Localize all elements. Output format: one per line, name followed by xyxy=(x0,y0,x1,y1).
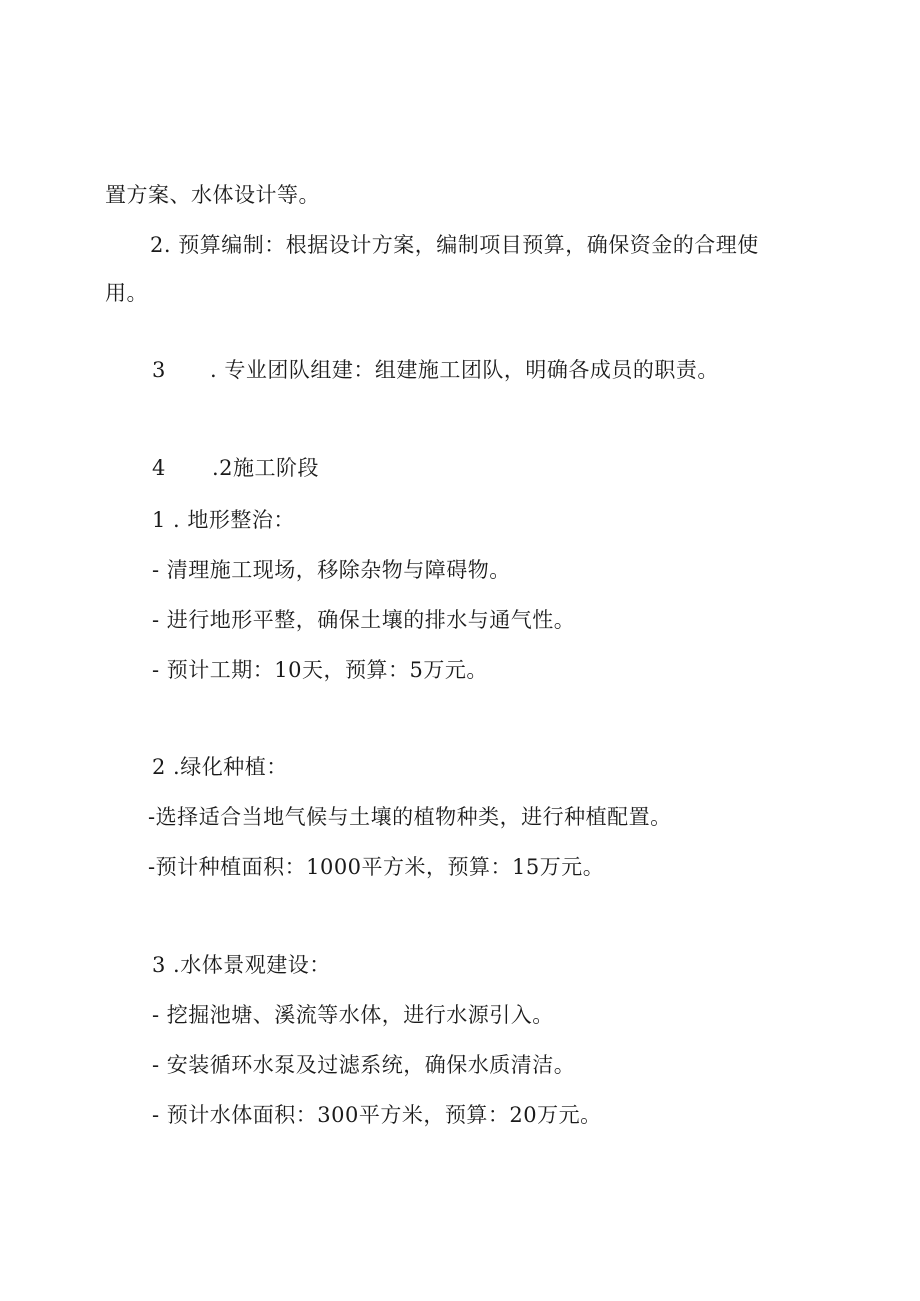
subsection-heading: 2 .绿化种植： xyxy=(152,755,288,779)
paragraph-line: 2. 预算编制：根据设计方案，编制项目预算，确保资金的合理使 xyxy=(150,233,759,257)
list-item: - 挖掘池塘、溪流等水体，进行水源引入。 xyxy=(152,1003,554,1027)
subsection-heading: 1 . 地形整治： xyxy=(152,508,295,532)
list-item: -预计种植面积：1000平方米，预算：15万元。 xyxy=(148,855,605,879)
list-item: - 清理施工现场，移除杂物与障碍物。 xyxy=(152,558,511,582)
section-heading: .2施工阶段 xyxy=(212,456,320,480)
list-item: - 预计水体面积：300平方米，预算：20万元。 xyxy=(152,1103,602,1127)
list-item: -选择适合当地气候与土壤的植物种类，进行种植配置。 xyxy=(148,805,672,829)
section-number: 4 xyxy=(152,456,166,480)
list-number: 3 xyxy=(152,358,166,382)
list-item: - 预计工期：10天，预算：5万元。 xyxy=(152,658,488,682)
paragraph-line: . 专业团队组建：组建施工团队，明确各成员的职责。 xyxy=(210,358,719,382)
paragraph-line: 用。 xyxy=(105,281,148,305)
subsection-heading: 3 .水体景观建设： xyxy=(152,953,331,977)
list-item: - 安装循环水泵及过滤系统，确保水质清洁。 xyxy=(152,1053,576,1077)
list-item: - 进行地形平整，确保土壤的排水与通气性。 xyxy=(152,608,576,632)
paragraph-line: 置方案、水体设计等。 xyxy=(105,183,320,207)
